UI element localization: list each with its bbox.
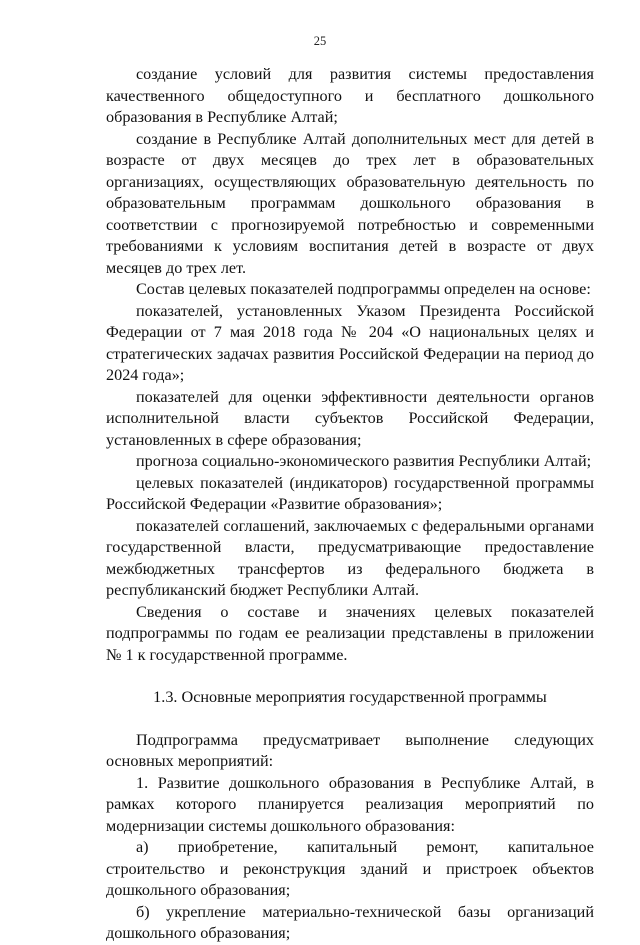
paragraph-item-b: б) укрепление материально-технической базы организаций дошкольного образования;: [106, 902, 594, 942]
paragraph-presidential-decree: показателей, установленных Указом Президента Российской Федерации от 7 мая 2018 года № 204 «О национальных целях и стратегических задачах развития Российской Федерации на период до 2024 года»;: [106, 301, 594, 384]
section-heading: 1.3. Основные мероприятия государственной программы: [153, 688, 547, 706]
paragraph-item-a: а) приобретение, капитальный ремонт, капитальное строительство и реконструкция зданий и пристроек объектов дошкольного образования;: [106, 838, 594, 899]
text-body: [106, 64, 594, 945]
paragraph-subprogram-activities: Подпрограмма предусматривает выполнение следующих основных мероприятий:: [106, 730, 594, 770]
paragraph-indicators-basis: Состав целевых показателей подпрограммы определен на основе:: [136, 280, 591, 298]
paragraph-agreement-indicators: показателей соглашений, заключаемых с федеральными органами государственной власти, предусматривающие предоставление межбюджетных трансфертов из федерального бюджета в республиканский бюджет Республики Алтай.: [106, 516, 594, 599]
paragraph-additional-places: создание в Республике Алтай дополнительных мест для детей в возрасте от двух месяцев до трех лет в образовательных организациях, осуществляющих образовательную деятельность по образовательным программам дошкольного образования в соответствии с прогнозируемой потребностью и современными требованиями к условиям воспитания детей в возрасте от двух месяцев до трех лет.: [106, 129, 594, 277]
paragraph-state-program-indicators: целевых показателей (индикаторов) государственной программы Российской Федерации «Развитие образования»;: [106, 473, 594, 513]
paragraph-socioeconomic-forecast: прогноза социально-экономического развития Республики Алтай;: [136, 452, 592, 470]
paragraph-efficiency-indicators: показателей для оценки эффективности деятельности органов исполнительной власти субъектов Российской Федерации, установленных в сфере образования;: [106, 387, 594, 449]
paragraph-preschool-development: 1. Развитие дошкольного образования в Республике Алтай, в рамках которого планируется реализация мероприятий по модернизации системы дошкольного образования:: [106, 773, 594, 835]
paragraph-conditions-preschool: создание условий для развития системы предоставления качественного общедоступного и бесплатного дошкольного образования в Республике Алтай;: [106, 65, 594, 126]
paragraph-appendix-reference: Сведения о составе и значениях целевых показателей подпрограммы по годам ее реализации представлены в приложении № 1 к государственной программе.: [106, 602, 594, 664]
page-number: 25: [313, 34, 327, 48]
